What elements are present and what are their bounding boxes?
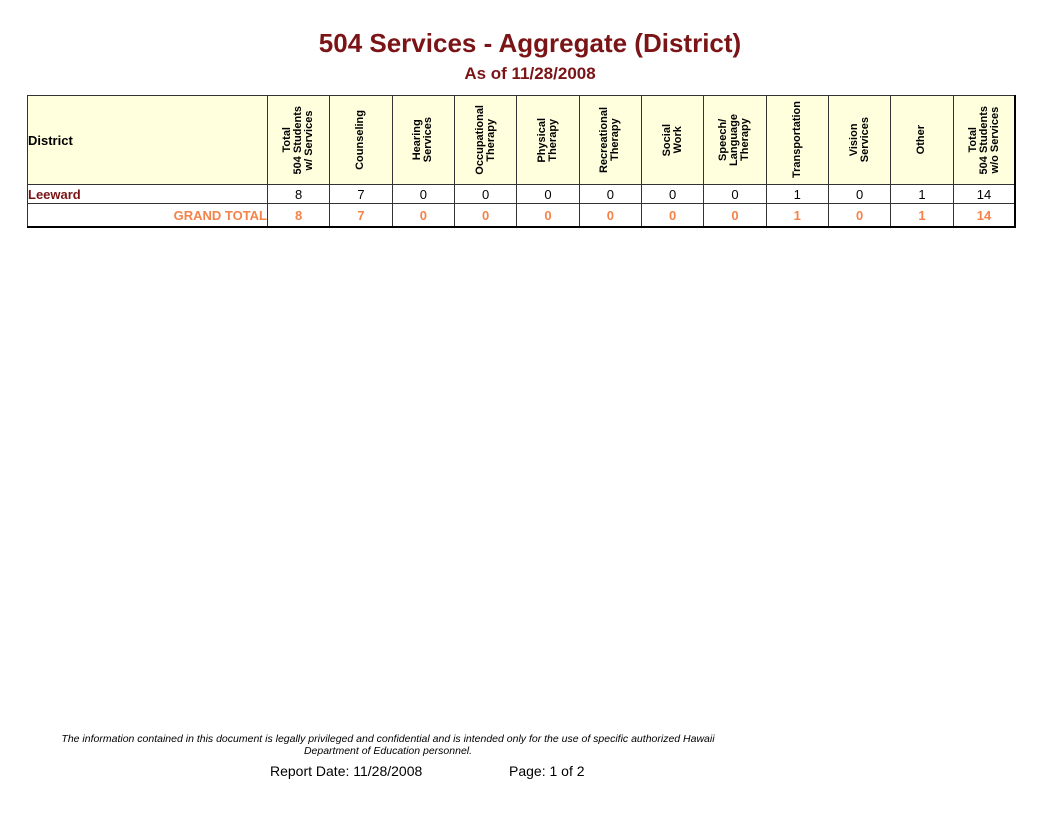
table-cell: 14	[953, 185, 1015, 204]
services-table	[27, 95, 1016, 228]
grand-total-cell: 1	[766, 204, 828, 228]
grand-total-cell: 0	[579, 204, 641, 228]
grand-total-cell: 0	[641, 204, 703, 228]
column-header: Other	[891, 96, 953, 185]
grand-total-cell: 8	[268, 204, 330, 228]
grand-total-label: GRAND TOTAL	[28, 204, 268, 228]
column-header: Total 504 Students w/ Services	[268, 96, 330, 185]
table-cell: 0	[704, 185, 766, 204]
column-header: Counseling	[330, 96, 392, 185]
table-cell: 0	[392, 185, 454, 204]
table-cell: 1	[766, 185, 828, 204]
grand-total-cell: 14	[953, 204, 1015, 228]
disclaimer-line: Department of Education personnel.	[303, 745, 473, 757]
page-number: Page: 1 of 2	[509, 763, 585, 779]
table-cell: 0	[517, 185, 579, 204]
column-header: Speech/ Language Therapy	[704, 96, 766, 185]
district-name: Leeward	[28, 185, 268, 204]
table-cell: 0	[454, 185, 516, 204]
column-header: Vision Services	[828, 96, 890, 185]
column-header: Hearing Services	[392, 96, 454, 185]
report-subtitle: As of 11/28/2008	[464, 64, 596, 83]
grand-total-cell: 7	[330, 204, 392, 228]
grand-total-cell: 0	[392, 204, 454, 228]
table-cell: 7	[330, 185, 392, 204]
table-cell: 0	[828, 185, 890, 204]
confidentiality-disclaimer	[52, 733, 724, 757]
table-cell: 1	[891, 185, 953, 204]
column-header: Physical Therapy	[517, 96, 579, 185]
table-cell: 0	[579, 185, 641, 204]
column-header: Recreational Therapy	[579, 96, 641, 185]
disclaimer-line: The information contained in this document is legally privileged and confidential and is intended only for the use of specific authorized Hawaii	[61, 733, 715, 745]
table-row	[28, 185, 1016, 204]
grand-total-cell: 0	[517, 204, 579, 228]
table-cell: 0	[641, 185, 703, 204]
grand-total-cell: 0	[704, 204, 766, 228]
column-header-district: District	[28, 96, 268, 185]
grand-total-cell: 1	[891, 204, 953, 228]
grand-total-cell: 0	[454, 204, 516, 228]
column-header: Social Work	[641, 96, 703, 185]
grand-total-cell: 0	[828, 204, 890, 228]
column-header: Transportation	[766, 96, 828, 185]
column-header: Total 504 Students w/o Services	[953, 96, 1015, 185]
table-cell: 8	[268, 185, 330, 204]
grand-total-row	[28, 204, 1016, 228]
report-date: Report Date: 11/28/2008	[270, 763, 423, 779]
table-header-row	[28, 96, 1016, 185]
column-header: Occupational Therapy	[454, 96, 516, 185]
report-title: 504 Services - Aggregate (District)	[318, 28, 742, 58]
